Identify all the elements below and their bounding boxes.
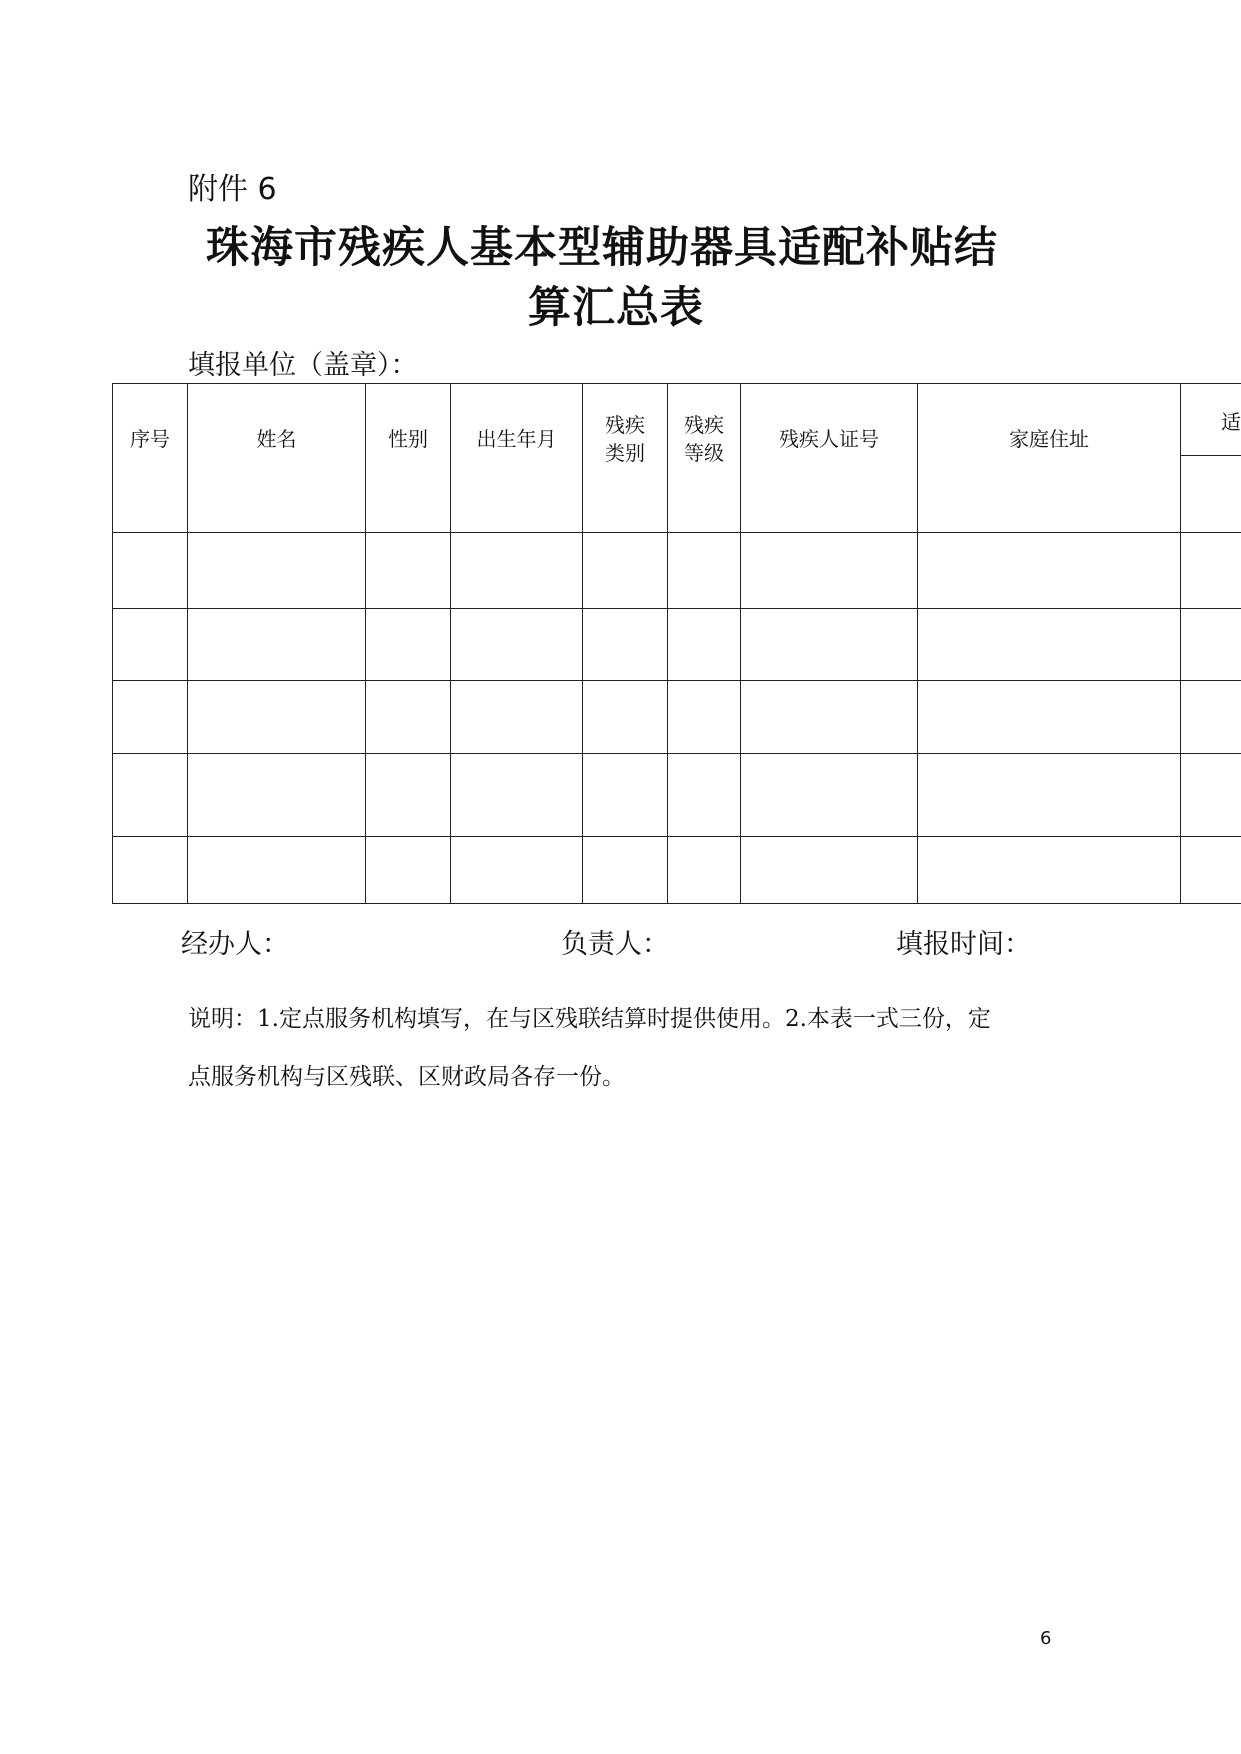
- handler-label: 经办人：: [181, 929, 289, 960]
- cell[interactable]: [668, 609, 741, 681]
- header-seq: 序号: [113, 384, 188, 533]
- cell[interactable]: [113, 609, 188, 681]
- cell[interactable]: [366, 837, 451, 904]
- cell[interactable]: [188, 609, 366, 681]
- cell[interactable]: [741, 533, 918, 609]
- note-line-2: 点服务机构与区残联、区财政局各存一份。: [188, 1064, 625, 1090]
- cell[interactable]: [741, 754, 918, 837]
- header-subdivider: [1181, 455, 1241, 456]
- cell[interactable]: [583, 837, 668, 904]
- cell[interactable]: [113, 533, 188, 609]
- cell[interactable]: [366, 754, 451, 837]
- table-header-row: [113, 384, 1241, 533]
- header-disability-type: 残疾 类别: [583, 384, 668, 533]
- page-title-line-1: 珠海市残疾人基本型辅助器具适配补贴结: [206, 223, 998, 273]
- cell[interactable]: [583, 533, 668, 609]
- cell[interactable]: [366, 533, 451, 609]
- cell[interactable]: [668, 837, 741, 904]
- cell[interactable]: [583, 609, 668, 681]
- header-address: 家庭住址: [918, 384, 1181, 533]
- cell[interactable]: [668, 533, 741, 609]
- table-row: [113, 837, 1241, 904]
- table-row: [113, 754, 1241, 837]
- header-name: 姓名: [188, 384, 366, 533]
- cell[interactable]: [918, 754, 1181, 837]
- header-disability-level: 残疾 等级: [668, 384, 741, 533]
- cell[interactable]: [366, 681, 451, 754]
- table-row: [113, 681, 1241, 754]
- cell[interactable]: [918, 681, 1181, 754]
- page-number: 6: [1040, 1628, 1052, 1649]
- cell[interactable]: [1181, 837, 1241, 904]
- header-partial: 适: [1181, 384, 1241, 533]
- cell[interactable]: [918, 837, 1181, 904]
- note-line-1: 说明：1.定点服务机构填写，在与区残联结算时提供使用。2.本表一式三份，定: [188, 1006, 991, 1032]
- cell[interactable]: [188, 681, 366, 754]
- reporting-unit-label: 填报单位（盖章）：: [188, 350, 418, 381]
- cell[interactable]: [188, 754, 366, 837]
- cell[interactable]: [1181, 681, 1241, 754]
- cell[interactable]: [668, 681, 741, 754]
- header-birth: 出生年月: [451, 384, 583, 533]
- cell[interactable]: [918, 609, 1181, 681]
- cell[interactable]: [451, 609, 583, 681]
- cell[interactable]: [451, 754, 583, 837]
- cell[interactable]: [918, 533, 1181, 609]
- cell[interactable]: [1181, 754, 1241, 837]
- cell[interactable]: [741, 609, 918, 681]
- cell[interactable]: [741, 837, 918, 904]
- cell[interactable]: [113, 681, 188, 754]
- cell[interactable]: [113, 837, 188, 904]
- table-row: [113, 533, 1241, 609]
- cell[interactable]: [366, 609, 451, 681]
- cell[interactable]: [1181, 609, 1241, 681]
- cell[interactable]: [451, 681, 583, 754]
- cell[interactable]: [113, 754, 188, 837]
- cell[interactable]: [668, 754, 741, 837]
- summary-table: [112, 383, 1241, 904]
- annex-label: 附件 6: [188, 172, 277, 207]
- cell[interactable]: [1181, 533, 1241, 609]
- header-certificate: 残疾人证号: [741, 384, 918, 533]
- fill-time-label: 填报时间：: [896, 929, 1031, 960]
- responsible-person-label: 负责人：: [561, 929, 669, 960]
- table-row: [113, 609, 1241, 681]
- cell[interactable]: [583, 754, 668, 837]
- cell[interactable]: [451, 533, 583, 609]
- cell[interactable]: [451, 837, 583, 904]
- cell[interactable]: [188, 533, 366, 609]
- cell[interactable]: [741, 681, 918, 754]
- cell[interactable]: [583, 681, 668, 754]
- header-gender: 性别: [366, 384, 451, 533]
- cell[interactable]: [188, 837, 366, 904]
- page-title-line-2: 算汇总表: [528, 283, 704, 333]
